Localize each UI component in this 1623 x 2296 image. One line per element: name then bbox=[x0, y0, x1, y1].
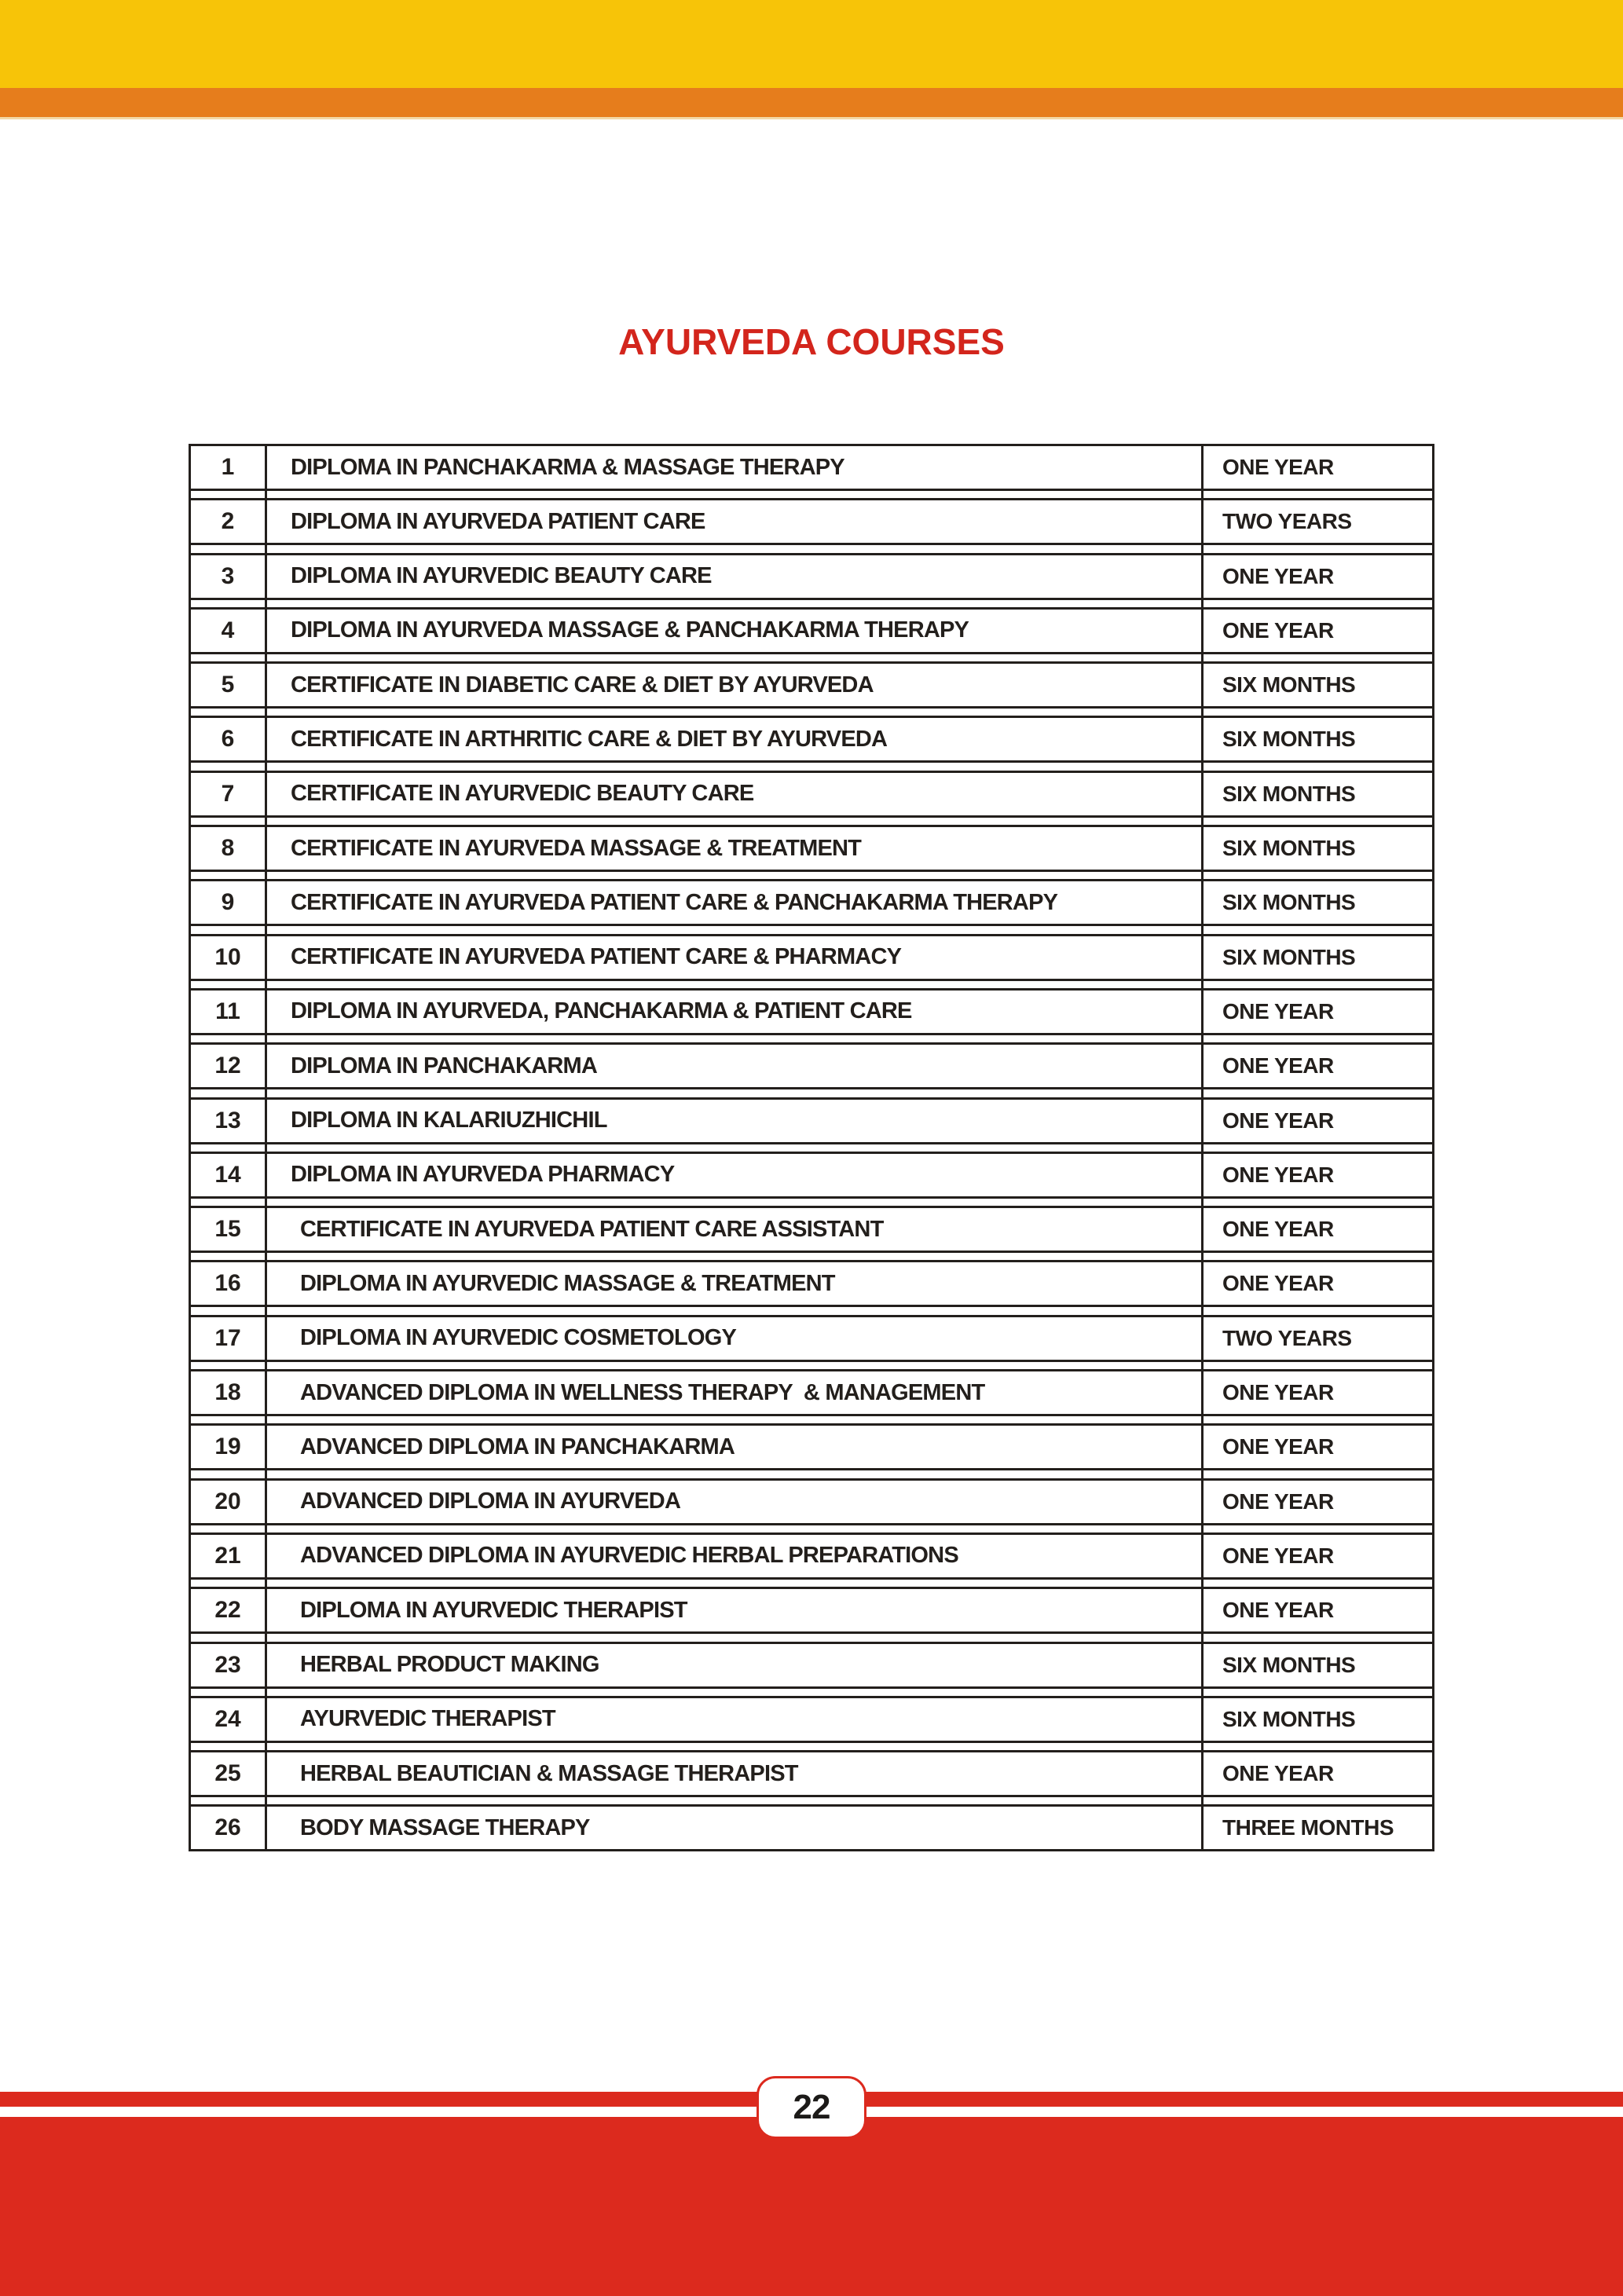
row-number-cell: 1 bbox=[191, 446, 267, 489]
row-number-cell: 8 bbox=[191, 827, 267, 870]
duration-cell: ONE YEAR bbox=[1222, 1761, 1334, 1786]
table-row bbox=[189, 1152, 1434, 1199]
duration-cell: ONE YEAR bbox=[1222, 1543, 1334, 1568]
table-row bbox=[189, 1260, 1434, 1307]
course-name-cell: DIPLOMA IN AYURVEDA, PANCHAKARMA & PATIENT CARE bbox=[267, 991, 1204, 1033]
row-number-cell: 9 bbox=[191, 881, 267, 924]
table-row bbox=[189, 1804, 1434, 1851]
duration-cell: SIX MONTHS bbox=[1222, 1706, 1356, 1731]
row-number-cell: 10 bbox=[191, 936, 267, 979]
footer-block bbox=[0, 2117, 1623, 2296]
duration-cell: ONE YEAR bbox=[1222, 1598, 1334, 1623]
course-name-cell: AYURVEDIC THERAPIST bbox=[267, 1698, 1204, 1741]
row-number-cell: 25 bbox=[191, 1752, 267, 1795]
table-row bbox=[189, 1315, 1434, 1362]
duration-cell: ONE YEAR bbox=[1222, 563, 1334, 588]
row-number-cell: 13 bbox=[191, 1100, 267, 1142]
row-number-cell: 22 bbox=[191, 1589, 267, 1631]
row-number-cell: 19 bbox=[191, 1426, 267, 1468]
table-row bbox=[189, 1369, 1434, 1416]
duration-cell: SIX MONTHS bbox=[1222, 836, 1356, 861]
duration-cell: TWO YEARS bbox=[1222, 509, 1352, 534]
table-row bbox=[189, 607, 1434, 654]
row-number-cell: 11 bbox=[191, 991, 267, 1033]
course-name-cell: CERTIFICATE IN AYURVEDA PATIENT CARE & PANCHAKARMA THERAPY bbox=[267, 881, 1204, 924]
course-name-cell: CERTIFICATE IN AYURVEDA MASSAGE & TREATMENT bbox=[267, 827, 1204, 870]
table-rows bbox=[189, 444, 1434, 1851]
table-row bbox=[189, 498, 1434, 545]
course-name-cell: DIPLOMA IN PANCHAKARMA & MASSAGE THERAPY bbox=[267, 446, 1204, 489]
row-number-cell: 3 bbox=[191, 555, 267, 598]
table-row bbox=[189, 1478, 1434, 1525]
duration-cell: ONE YEAR bbox=[1222, 1489, 1334, 1514]
table-row bbox=[189, 988, 1434, 1035]
course-name-cell: CERTIFICATE IN DIABETIC CARE & DIET BY AYURVEDA bbox=[267, 664, 1204, 706]
table-row bbox=[189, 1750, 1434, 1797]
duration-cell: ONE YEAR bbox=[1222, 998, 1334, 1023]
duration-cell: ONE YEAR bbox=[1222, 617, 1334, 643]
course-name-cell: DIPLOMA IN AYURVEDA PHARMACY bbox=[267, 1154, 1204, 1196]
top-band-yellow bbox=[0, 0, 1623, 88]
course-name-cell: DIPLOMA IN AYURVEDA MASSAGE & PANCHAKARMA THERAPY bbox=[267, 610, 1204, 652]
table-left-border bbox=[189, 444, 191, 1851]
duration-cell: SIX MONTHS bbox=[1222, 944, 1356, 969]
course-name-cell: CERTIFICATE IN ARTHRITIC CARE & DIET BY AYURVEDA bbox=[267, 718, 1204, 760]
table-row bbox=[189, 879, 1434, 926]
duration-cell: ONE YEAR bbox=[1222, 1380, 1334, 1405]
duration-cell: ONE YEAR bbox=[1222, 1053, 1334, 1078]
course-name-cell: CERTIFICATE IN AYURVEDA PATIENT CARE ASSISTANT bbox=[267, 1208, 1204, 1251]
table-row bbox=[189, 934, 1434, 981]
duration-cell: THREE MONTHS bbox=[1222, 1815, 1394, 1840]
row-number-cell: 15 bbox=[191, 1208, 267, 1251]
course-name-cell: CERTIFICATE IN AYURVEDIC BEAUTY CARE bbox=[267, 773, 1204, 815]
table-row bbox=[189, 1423, 1434, 1470]
duration-cell: SIX MONTHS bbox=[1222, 1652, 1356, 1677]
course-name-cell: CERTIFICATE IN AYURVEDA PATIENT CARE & PHARMACY bbox=[267, 936, 1204, 979]
row-number-cell: 23 bbox=[191, 1644, 267, 1686]
course-name-cell: BODY MASSAGE THERAPY bbox=[267, 1807, 1204, 1849]
row-number-cell: 2 bbox=[191, 500, 267, 543]
duration-cell: SIX MONTHS bbox=[1222, 672, 1356, 698]
course-name-cell: ADVANCED DIPLOMA IN AYURVEDA bbox=[267, 1481, 1204, 1523]
course-name-cell: DIPLOMA IN AYURVEDIC MASSAGE & TREATMENT bbox=[267, 1262, 1204, 1305]
course-name-cell: DIPLOMA IN AYURVEDIC BEAUTY CARE bbox=[267, 555, 1204, 598]
row-number-cell: 16 bbox=[191, 1262, 267, 1305]
table-row bbox=[189, 1097, 1434, 1144]
duration-cell: SIX MONTHS bbox=[1222, 727, 1356, 752]
duration-cell: ONE YEAR bbox=[1222, 1217, 1334, 1242]
duration-cell: SIX MONTHS bbox=[1222, 890, 1356, 915]
row-number-cell: 6 bbox=[191, 718, 267, 760]
row-number-cell: 20 bbox=[191, 1481, 267, 1523]
course-name-cell: DIPLOMA IN KALARIUZHICHIL bbox=[267, 1100, 1204, 1142]
row-number-cell: 21 bbox=[191, 1535, 267, 1577]
table-row bbox=[189, 444, 1434, 491]
row-number-cell: 12 bbox=[191, 1045, 267, 1087]
duration-cell: ONE YEAR bbox=[1222, 1434, 1334, 1459]
page-title: AYURVEDA COURSES bbox=[618, 321, 1005, 362]
course-name-cell: DIPLOMA IN AYURVEDA PATIENT CARE bbox=[267, 500, 1204, 543]
row-number-cell: 7 bbox=[191, 773, 267, 815]
table-row bbox=[189, 1532, 1434, 1580]
row-number-cell: 18 bbox=[191, 1371, 267, 1414]
table-row bbox=[189, 716, 1434, 763]
table-row bbox=[189, 1042, 1434, 1089]
page-number-badge bbox=[757, 2076, 866, 2139]
table-row bbox=[189, 1206, 1434, 1253]
table-row bbox=[189, 825, 1434, 872]
course-name-cell: DIPLOMA IN AYURVEDIC COSMETOLOGY bbox=[267, 1317, 1204, 1360]
table-row bbox=[189, 1587, 1434, 1634]
course-name-cell: ADVANCED DIPLOMA IN PANCHAKARMA bbox=[267, 1426, 1204, 1468]
row-number-cell: 17 bbox=[191, 1317, 267, 1360]
course-name-cell: HERBAL PRODUCT MAKING bbox=[267, 1644, 1204, 1686]
row-number-cell: 14 bbox=[191, 1154, 267, 1196]
table-number-divider bbox=[265, 444, 267, 1851]
page-number: 22 bbox=[793, 2088, 830, 2126]
duration-cell: ONE YEAR bbox=[1222, 1271, 1334, 1296]
course-name-cell: DIPLOMA IN AYURVEDIC THERAPIST bbox=[267, 1589, 1204, 1631]
course-name-cell: DIPLOMA IN PANCHAKARMA bbox=[267, 1045, 1204, 1087]
duration-cell: TWO YEARS bbox=[1222, 1325, 1352, 1350]
course-name-cell: ADVANCED DIPLOMA IN AYURVEDIC HERBAL PREPARATIONS bbox=[267, 1535, 1204, 1577]
course-name-cell: HERBAL BEAUTICIAN & MASSAGE THERAPIST bbox=[267, 1752, 1204, 1795]
top-band-orange bbox=[0, 88, 1623, 119]
row-number-cell: 24 bbox=[191, 1698, 267, 1741]
table-row bbox=[189, 1642, 1434, 1689]
table-row bbox=[189, 771, 1434, 818]
table-right-border bbox=[1432, 444, 1434, 1851]
duration-cell: SIX MONTHS bbox=[1222, 781, 1356, 806]
duration-cell: ONE YEAR bbox=[1222, 455, 1334, 479]
table-row bbox=[189, 1696, 1434, 1743]
course-name-cell: ADVANCED DIPLOMA IN WELLNESS THERAPY & MANAGEMENT bbox=[267, 1371, 1204, 1414]
duration-cell: ONE YEAR bbox=[1222, 1162, 1334, 1187]
table-duration-divider bbox=[1201, 444, 1204, 1851]
row-number-cell: 4 bbox=[191, 610, 267, 652]
courses-table bbox=[189, 444, 1434, 1851]
table-row bbox=[189, 661, 1434, 709]
table-row bbox=[189, 553, 1434, 600]
row-number-cell: 26 bbox=[191, 1807, 267, 1849]
row-number-cell: 5 bbox=[191, 664, 267, 706]
duration-cell: ONE YEAR bbox=[1222, 1108, 1334, 1133]
